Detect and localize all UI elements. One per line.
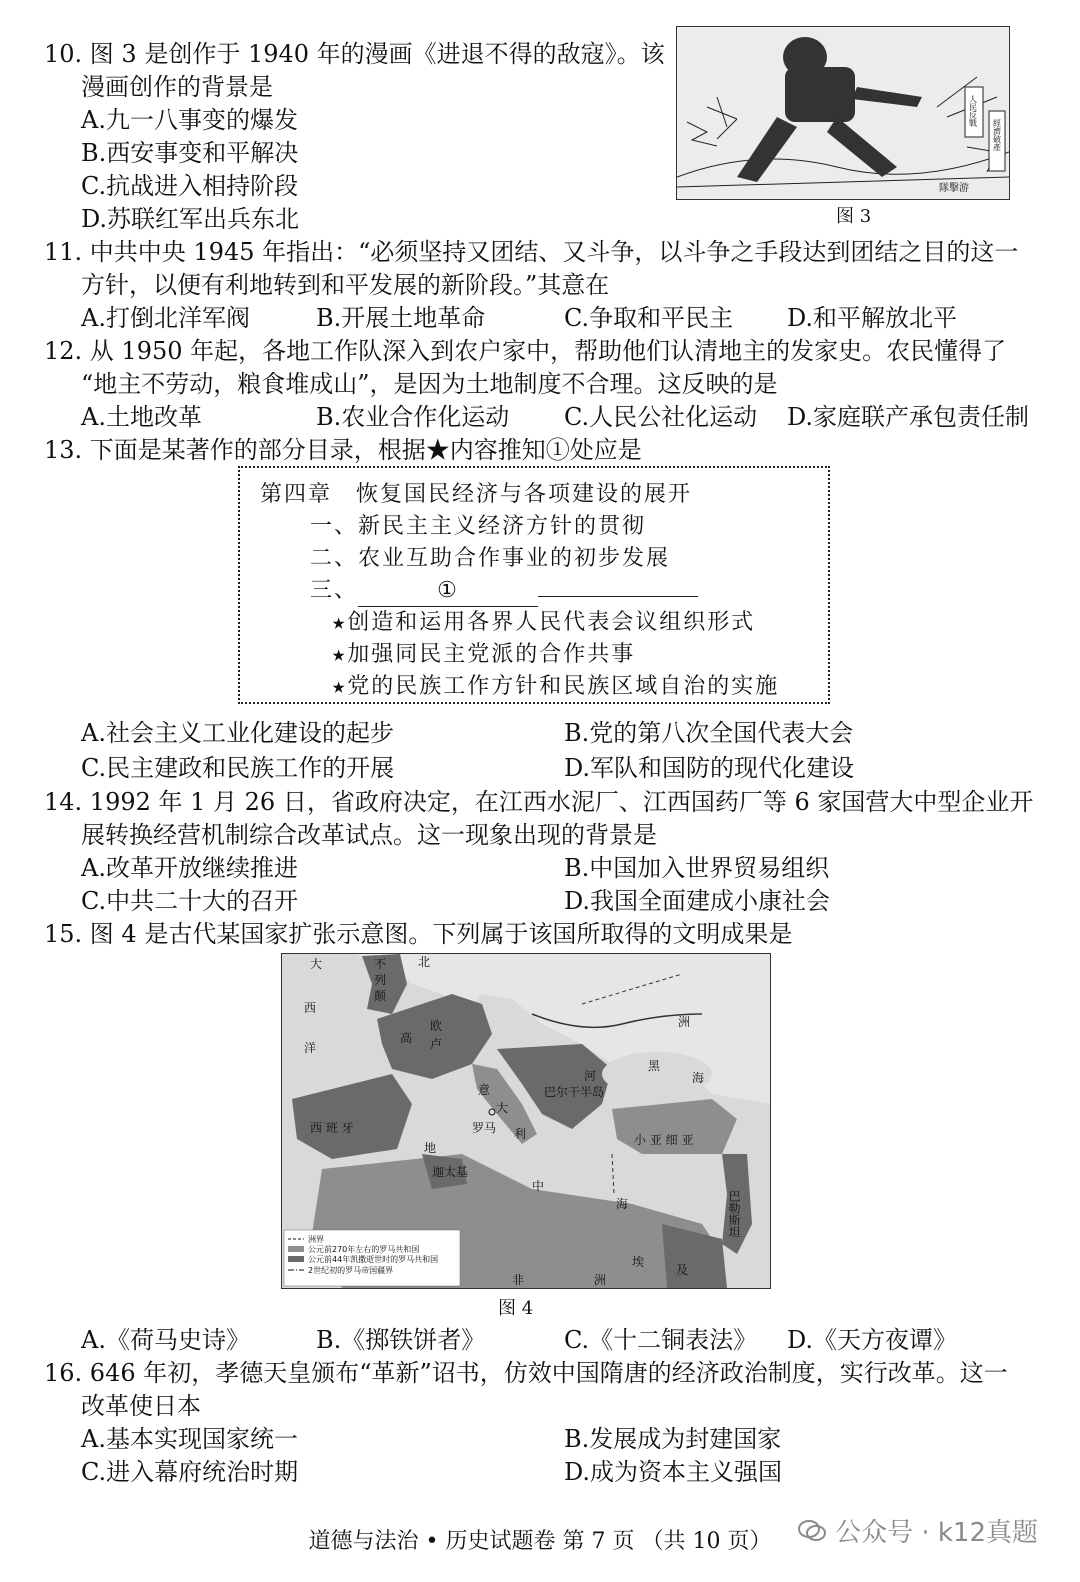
q14-stem-line2: 展转换经营机制综合改革试点。这一现象出现的背景是	[81, 821, 657, 849]
map-label-egypt-1: 埃	[632, 1255, 645, 1269]
q16-option-c: C.进入幕府统治时期	[81, 1458, 299, 1486]
map-label-atlantic-2: 西	[304, 1001, 317, 1015]
wechat-icon	[797, 1518, 827, 1544]
map-label-italy-1: 意	[478, 1083, 491, 1097]
q10-option-c: C.抗战进入相持阶段	[81, 172, 299, 200]
q10-stem-line2: 漫画创作的背景是	[81, 73, 273, 101]
q13-stem-line1: 13. 下面是某著作的部分目录，根据★内容推知①处应是	[44, 436, 642, 464]
figure-3-cartoon	[676, 26, 1010, 200]
q13-option-c: C.民主建政和民族工作的开展	[81, 754, 395, 782]
legend-boundary: 洲界	[308, 1235, 324, 1244]
q13-option-b: B.党的第八次全国代表大会	[564, 719, 854, 747]
q11-option-c: C.争取和平民主	[564, 304, 734, 332]
toc-star-1: ★创造和运用各界人民代表会议组织形式	[332, 610, 756, 635]
legend-2nd-century: 2世纪初的罗马帝国疆界	[308, 1266, 394, 1275]
q15-option-c: C.《十二铜表法》	[564, 1326, 758, 1354]
legend-270bc: 公元前270年左右的罗马共和国	[308, 1245, 420, 1254]
q14-stem-line1: 14. 1992 年 1 月 26 日，省政府决定，在江西水泥厂、江西国药厂等 6 家国营大中型企业开	[44, 788, 1034, 816]
q15-option-b: B.《掷铁饼者》	[316, 1326, 486, 1354]
toc-blank-tail	[538, 596, 698, 597]
map-label-europe-2: 洲	[678, 1015, 691, 1029]
q13-option-a: A.社会主义工业化建设的起步	[81, 719, 394, 747]
q15-stem-line1: 15. 图 4 是古代某国家扩张示意图。下列属于该国所取得的文明成果是	[44, 920, 793, 948]
map-label-britain-3: 颠	[374, 989, 387, 1003]
map-label-black-sea-2: 海	[692, 1071, 705, 1085]
q12-stem-line1: 12. 从 1950 年起，各地工作队深入到农户家中，帮助他们认清地主的发家史。农民懂得了	[44, 337, 1007, 365]
cartoon-drawing	[677, 27, 1009, 199]
map-label-palestine: 巴勒斯坦	[727, 1190, 741, 1238]
toc-item-1: 一、新民主主义经济方针的贯彻	[310, 514, 647, 539]
toc-item-3	[310, 576, 698, 607]
map-label-italy-3: 利	[514, 1127, 527, 1141]
q12-option-d: D.家庭联产承包责任制	[787, 403, 1030, 431]
toc-box	[238, 466, 830, 704]
q14-option-b: B.中国加入世界贸易组织	[564, 854, 830, 882]
map-label-asia-minor: 小 亚 细 亚	[634, 1133, 694, 1147]
q15-option-d: D.《天方夜谭》	[787, 1326, 958, 1354]
q16-stem-line1: 16. 646 年初，孝德天皇颁布“革新”诏书，仿效中国隋唐的经济政治制度，实行改革。这一	[44, 1359, 1008, 1387]
q10-option-a: A.九一八事变的爆发	[81, 106, 298, 134]
toc-blank	[358, 576, 538, 607]
map-label-africa-1: 非	[512, 1273, 525, 1287]
q10-stem-line1: 10. 图 3 是创作于 1940 年的漫画《进退不得的敌寇》。该	[44, 40, 665, 68]
q15-option-a: A.《荷马史诗》	[81, 1326, 250, 1354]
toc-star-2: ★加强同民主党派的合作共事	[332, 642, 636, 667]
q16-option-b: B.发展成为封建国家	[564, 1425, 782, 1453]
watermark	[797, 1512, 1038, 1549]
map-label-spain: 西 班 牙	[310, 1121, 354, 1135]
map-label-river: 河	[584, 1069, 597, 1083]
toc-chapter: 第四章 恢复国民经济与各项建设的展开	[260, 482, 693, 507]
map-label-atlantic-3: 洋	[304, 1041, 317, 1055]
toc-item-3-prefix: 三、	[310, 578, 359, 603]
map-label-africa-2: 洲	[594, 1273, 607, 1287]
map-label-europe-1: 欧	[430, 1019, 443, 1033]
watermark-text: 公众号 · k12真题	[835, 1518, 1038, 1548]
q16-option-a: A.基本实现国家统一	[81, 1425, 298, 1453]
map-legend	[284, 1230, 460, 1286]
legend-44bc: 公元前44年凯撒逝世时的罗马共和国	[308, 1255, 439, 1264]
roman-expansion-map	[282, 954, 770, 1288]
cartoon-label-guerrilla: 隊擊游	[939, 183, 969, 194]
q16-option-d: D.成为资本主义强国	[564, 1458, 783, 1486]
toc-star-3: ★党的民族工作方针和民族区域自治的实施	[332, 674, 780, 699]
map-label-carthage: 迦太基	[432, 1165, 469, 1179]
map-label-med-1: 地	[424, 1141, 437, 1155]
q14-option-a: A.改革开放继续推进	[81, 854, 298, 882]
q11-option-a: A.打倒北洋军阀	[81, 304, 250, 332]
map-label-north: 北	[418, 955, 431, 969]
figure-4-caption: 图 4	[498, 1298, 534, 1319]
q12-option-b: B.农业合作化运动	[316, 403, 510, 431]
q12-option-a: A.土地改革	[81, 403, 202, 431]
page-footer: 道德与法治 • 历史试题卷 第 7 页 （共 10 页）	[308, 1529, 772, 1554]
q16-stem-line2: 改革使日本	[81, 1392, 201, 1420]
map-label-egypt-2: 及	[676, 1263, 689, 1277]
map-label-rome: 罗马	[472, 1121, 497, 1135]
map-label-med-3: 海	[616, 1197, 629, 1211]
q13-option-d: D.军队和国防的现代化建设	[564, 754, 855, 782]
figure-3-caption: 图 3	[836, 206, 872, 227]
toc-item-2: 二、农业互助合作事业的初步发展	[310, 546, 671, 571]
q11-option-d: D.和平解放北平	[787, 304, 958, 332]
map-label-italy-2: 大	[496, 1101, 509, 1115]
q12-option-c: C.人民公社化运动	[564, 403, 758, 431]
q11-option-b: B.开展土地革命	[316, 304, 486, 332]
q14-option-c: C.中共二十大的召开	[81, 887, 299, 915]
map-label-gaul-1: 高	[400, 1031, 413, 1045]
q11-stem-line2: 方针，以便有利地转到和平发展的新阶段。”其意在	[81, 271, 610, 299]
q12-stem-line2: “地主不劳动，粮食堆成山”，是因为土地制度不合理。这反映的是	[81, 370, 778, 398]
q14-option-d: D.我国全面建成小康社会	[564, 887, 831, 915]
map-label-britain-2: 列	[374, 973, 387, 987]
map-label-balkan: 巴尔干半岛	[544, 1085, 605, 1099]
map-label-britain-1: 不	[374, 957, 387, 971]
cartoon-label-anti-war: 人民反戰	[968, 95, 978, 127]
figure-4-map	[281, 953, 771, 1289]
map-label-gaul-2: 卢	[430, 1037, 443, 1051]
map-label-black-sea-1: 黑	[648, 1059, 661, 1073]
cartoon-label-economy: 經濟破產	[992, 119, 1002, 151]
q10-option-b: B.西安事变和平解决	[81, 139, 299, 167]
q11-stem-line1: 11. 中共中央 1945 年指出：“必须坚持又团结、又斗争，以斗争之手段达到团结之目的这一	[44, 238, 1019, 266]
q10-option-d: D.苏联红军出兵东北	[81, 205, 300, 233]
toc-blank-mark: ①	[437, 578, 459, 603]
map-label-med-2: 中	[532, 1179, 545, 1193]
map-label-atlantic-1: 大	[310, 957, 323, 971]
